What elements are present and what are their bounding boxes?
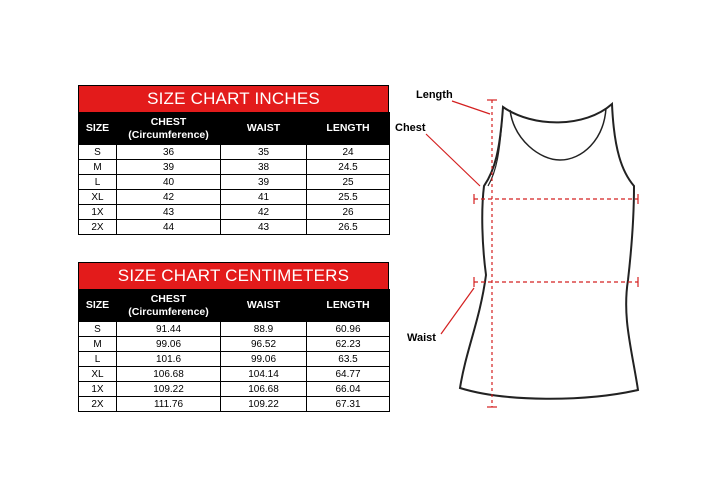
- table-row: [79, 175, 390, 190]
- size-cell: L: [79, 175, 117, 190]
- chest-cell: 39: [117, 160, 221, 175]
- chart-title: SIZE CHART CENTIMETERS: [78, 262, 389, 289]
- waist-cell: 109.22: [221, 397, 307, 412]
- table-row: [79, 367, 390, 382]
- chest-cell: 101.6: [117, 352, 221, 367]
- tank-top-diagram: [395, 85, 655, 415]
- length-cell: 63.5: [307, 352, 390, 367]
- header-chest: [117, 290, 221, 322]
- waist-cell: 96.52: [221, 337, 307, 352]
- header-waist: WAIST: [221, 290, 307, 322]
- waist-cell: 41: [221, 190, 307, 205]
- size-cell: XL: [79, 367, 117, 382]
- chest-cell: 99.06: [117, 337, 221, 352]
- size-table: [78, 289, 390, 412]
- size-cell: 1X: [79, 205, 117, 220]
- length-cell: 64.77: [307, 367, 390, 382]
- length-cell: 26: [307, 205, 390, 220]
- table-row: [79, 337, 390, 352]
- tank-top-outline-icon: [460, 104, 638, 399]
- table-row: [79, 205, 390, 220]
- length-cell: 26.5: [307, 220, 390, 235]
- measurement-lines: [426, 100, 638, 407]
- waist-label: Waist: [407, 332, 436, 344]
- chest-cell: 36: [117, 145, 221, 160]
- header-length: LENGTH: [307, 290, 390, 322]
- chart-title: SIZE CHART INCHES: [78, 85, 389, 112]
- header-chest: [117, 113, 221, 145]
- size-cell: 2X: [79, 220, 117, 235]
- chest-cell: 43: [117, 205, 221, 220]
- length-cell: 66.04: [307, 382, 390, 397]
- waist-cell: 43: [221, 220, 307, 235]
- size-cell: XL: [79, 190, 117, 205]
- header-row: [79, 290, 390, 322]
- waist-cell: 106.68: [221, 382, 307, 397]
- header-row: [79, 113, 390, 145]
- size-chart-inches: [78, 85, 389, 235]
- table-row: [79, 160, 390, 175]
- table-row: [79, 190, 390, 205]
- size-cell: 1X: [79, 382, 117, 397]
- table-row: [79, 145, 390, 160]
- length-cell: 24: [307, 145, 390, 160]
- waist-cell: 42: [221, 205, 307, 220]
- table-row: [79, 220, 390, 235]
- header-waist: WAIST: [221, 113, 307, 145]
- length-cell: 60.96: [307, 322, 390, 337]
- table-row: [79, 322, 390, 337]
- size-cell: M: [79, 337, 117, 352]
- length-cell: 25.5: [307, 190, 390, 205]
- header-size: SIZE: [79, 290, 117, 322]
- chest-cell: 91.44: [117, 322, 221, 337]
- header-chest-label: CHEST: [150, 115, 187, 128]
- chest-cell: 111.76: [117, 397, 221, 412]
- header-length: LENGTH: [307, 113, 390, 145]
- header-size: SIZE: [79, 113, 117, 145]
- size-cell: M: [79, 160, 117, 175]
- waist-cell: 38: [221, 160, 307, 175]
- table-row: [79, 352, 390, 367]
- header-chest-sub: (Circumference): [128, 305, 209, 318]
- size-cell: 2X: [79, 397, 117, 412]
- chest-cell: 109.22: [117, 382, 221, 397]
- length-cell: 67.31: [307, 397, 390, 412]
- chest-cell: 40: [117, 175, 221, 190]
- length-cell: 25: [307, 175, 390, 190]
- size-cell: L: [79, 352, 117, 367]
- waist-cell: 88.9: [221, 322, 307, 337]
- table-row: [79, 397, 390, 412]
- waist-cell: 104.14: [221, 367, 307, 382]
- size-cell: S: [79, 322, 117, 337]
- size-table: [78, 112, 390, 235]
- waist-cell: 39: [221, 175, 307, 190]
- chest-label: Chest: [395, 122, 426, 134]
- size-cell: S: [79, 145, 117, 160]
- chest-cell: 106.68: [117, 367, 221, 382]
- waist-cell: 99.06: [221, 352, 307, 367]
- table-row: [79, 382, 390, 397]
- length-cell: 62.23: [307, 337, 390, 352]
- length-label: Length: [416, 89, 453, 101]
- chest-cell: 42: [117, 190, 221, 205]
- header-chest-sub: (Circumference): [128, 128, 209, 141]
- chest-cell: 44: [117, 220, 221, 235]
- header-chest-label: CHEST: [150, 292, 187, 305]
- size-chart-centimeters: [78, 262, 389, 412]
- waist-cell: 35: [221, 145, 307, 160]
- length-cell: 24.5: [307, 160, 390, 175]
